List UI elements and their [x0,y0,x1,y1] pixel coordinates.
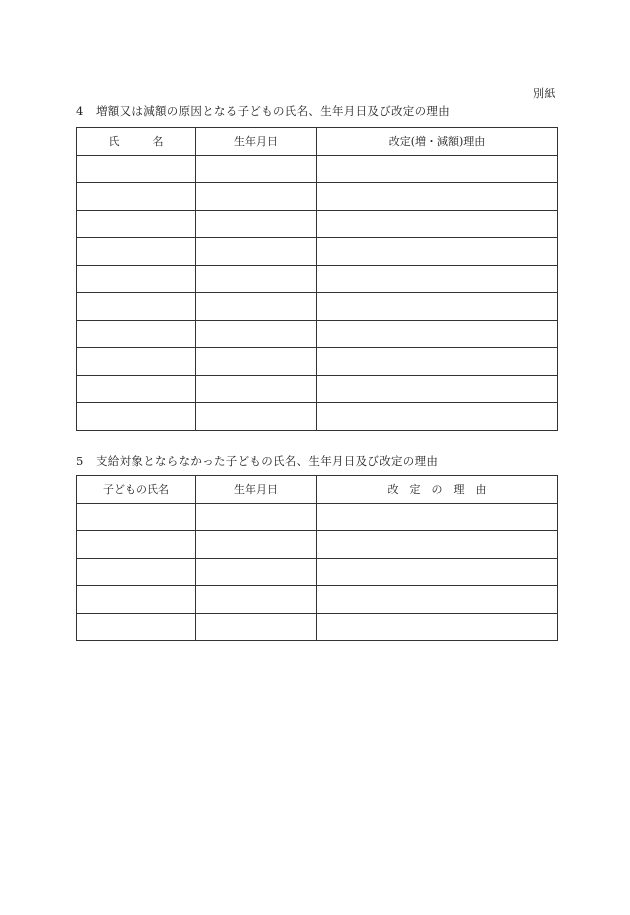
birthdate-cell[interactable] [196,320,317,348]
birthdate-column-header: 生年月日 [196,476,317,504]
name-cell[interactable] [77,183,196,211]
table-row [77,503,558,531]
reason-cell[interactable] [317,375,558,403]
birthdate-cell[interactable] [196,210,317,238]
reason-cell[interactable] [317,503,558,531]
table-row [77,210,558,238]
table-row [77,155,558,183]
name-cell[interactable] [77,558,196,586]
birthdate-cell[interactable] [196,531,317,559]
child-name-column-header: 子どもの氏名 [77,476,196,504]
table-row [77,558,558,586]
table-row [77,238,558,266]
birthdate-cell[interactable] [196,558,317,586]
reason-cell[interactable] [317,558,558,586]
birthdate-cell[interactable] [196,238,317,266]
section-4-title-text: 増額又は減額の原因となる子どもの氏名、生年月日及び改定の理由 [96,104,450,118]
reason-cell[interactable] [317,265,558,293]
header-row [77,128,558,156]
birthdate-cell[interactable] [196,586,317,614]
attachment-label: 別紙 [533,87,556,100]
name-cell[interactable] [77,265,196,293]
section-5-number: 5 [76,454,84,468]
birthdate-cell[interactable] [196,155,317,183]
birthdate-cell[interactable] [196,613,317,641]
reason-cell[interactable] [317,320,558,348]
table-row [77,403,558,431]
table-row [77,375,558,403]
table-row [77,613,558,641]
reason-cell[interactable] [317,183,558,211]
name-cell[interactable] [77,375,196,403]
section-4-title [76,103,450,119]
table-row [77,320,558,348]
name-cell[interactable] [77,320,196,348]
birthdate-cell[interactable] [196,265,317,293]
section-5-title-text: 支給対象とならなかった子どもの氏名、生年月日及び改定の理由 [96,454,439,468]
reason-cell[interactable] [317,403,558,431]
name-cell[interactable] [77,155,196,183]
name-cell[interactable] [77,586,196,614]
table-row [77,293,558,321]
birthdate-cell[interactable] [196,348,317,376]
name-cell[interactable] [77,613,196,641]
change-reason-table [76,127,558,431]
birthdate-cell[interactable] [196,293,317,321]
birthdate-cell[interactable] [196,183,317,211]
table-row [77,531,558,559]
name-cell[interactable] [77,210,196,238]
name-cell[interactable] [77,293,196,321]
birthdate-cell[interactable] [196,403,317,431]
reason-cell[interactable] [317,348,558,376]
reason-column-header: 改定(増・減額)理由 [317,128,558,156]
reason-column-header: 改 定 の 理 由 [317,476,558,504]
reason-cell[interactable] [317,238,558,266]
table-row [77,183,558,211]
birthdate-cell[interactable] [196,375,317,403]
table-row [77,348,558,376]
header-row [77,476,558,504]
reason-cell[interactable] [317,155,558,183]
reason-cell[interactable] [317,210,558,238]
reason-cell[interactable] [317,531,558,559]
name-cell[interactable] [77,503,196,531]
ineligible-child-table [76,475,558,641]
birthdate-cell[interactable] [196,503,317,531]
reason-cell[interactable] [317,586,558,614]
name-column-header: 氏 名 [77,128,196,156]
section-4-number: 4 [76,104,84,118]
name-cell[interactable] [77,238,196,266]
section-5-title [76,453,438,469]
name-cell[interactable] [77,531,196,559]
table-row [77,265,558,293]
reason-cell[interactable] [317,613,558,641]
name-cell[interactable] [77,403,196,431]
table-row [77,586,558,614]
birthdate-column-header: 生年月日 [196,128,317,156]
name-cell[interactable] [77,348,196,376]
reason-cell[interactable] [317,293,558,321]
